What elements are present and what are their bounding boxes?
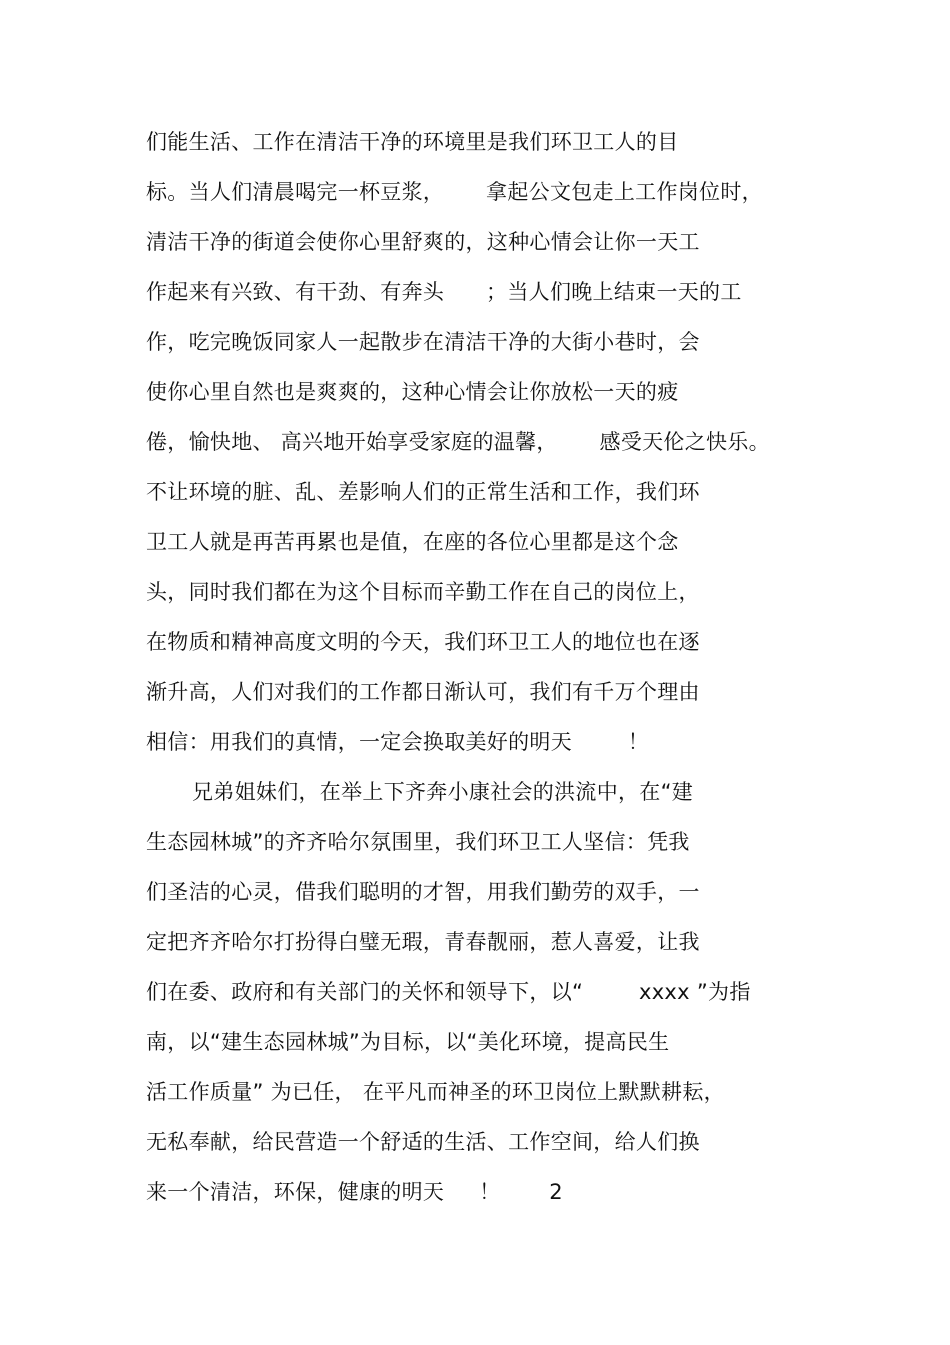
text-line: 卫工人就是再苦再累也是值，在座的各位心里都是这个念 [146, 530, 679, 554]
text-line: 无私奉献，给民营造一个舒适的生活、工作空间，给人们换 [146, 1130, 700, 1154]
text-line: 们能生活、工作在清洁干净的环境里是我们环卫工人的目 [146, 130, 679, 154]
text-line: 头，同时我们都在为这个目标而辛勤工作在自己的岗位上， [146, 580, 700, 604]
text-line: 活工作质量” 为已任， 在平凡而神圣的环卫岗位上默默耕耘， [146, 1080, 725, 1104]
text-line: 清洁干净的街道会使你心里舒爽的，这种心情会让你一天工 [146, 230, 700, 254]
text-line: 标。当人们清晨喝完一杯豆浆， 拿起公文包走上工作岗位时， [146, 180, 763, 204]
text-line: 来一个清洁，环保，健康的明天 ！ 2 [146, 1180, 563, 1204]
text-line: 生态园林城”的齐齐哈尔氛围里，我们环卫工人坚信：凭我 [146, 830, 690, 854]
text-line: 定把齐齐哈尔打扮得白璧无瑕，青春靓丽，惹人喜爱，让我 [146, 930, 700, 954]
text-line: 使你心里自然也是爽爽的，这种心情会让你放松一天的疲 [146, 380, 679, 404]
text-line: 作起来有兴致、有干劲、有奔头 ；当人们晚上结束一天的工 [146, 280, 742, 304]
text-line: 不让环境的脏、乱、差影响人们的正常生活和工作，我们环 [146, 480, 700, 504]
text-line: 渐升高，人们对我们的工作都日渐认可，我们有千万个理由 [146, 680, 700, 704]
text-line: 在物质和精神高度文明的今天，我们环卫工人的地位也在逐 [146, 630, 700, 654]
text-line: 倦，愉快地、 高兴地开始享受家庭的温馨， 感受天伦之快乐。 [146, 430, 770, 454]
text-line: 相信：用我们的真情，一定会换取美好的明天 ！ [146, 730, 650, 754]
paragraph-first-line: 兄弟姐妹们，在举上下齐奔小康社会的洪流中，在“建 [192, 780, 694, 804]
text-line: 们圣洁的心灵，借我们聪明的才智，用我们勤劳的双手，一 [146, 880, 700, 904]
text-line: 南，以“建生态园林城”为目标，以“美化环境，提高民生 [146, 1030, 670, 1054]
text-line: 们在委、政府和有关部门的关怀和领导下，以“ xxxx ”为指 [146, 980, 751, 1004]
text-line: 作，吃完晚饭同家人一起散步在清洁干净的大街小巷时，会 [146, 330, 700, 354]
